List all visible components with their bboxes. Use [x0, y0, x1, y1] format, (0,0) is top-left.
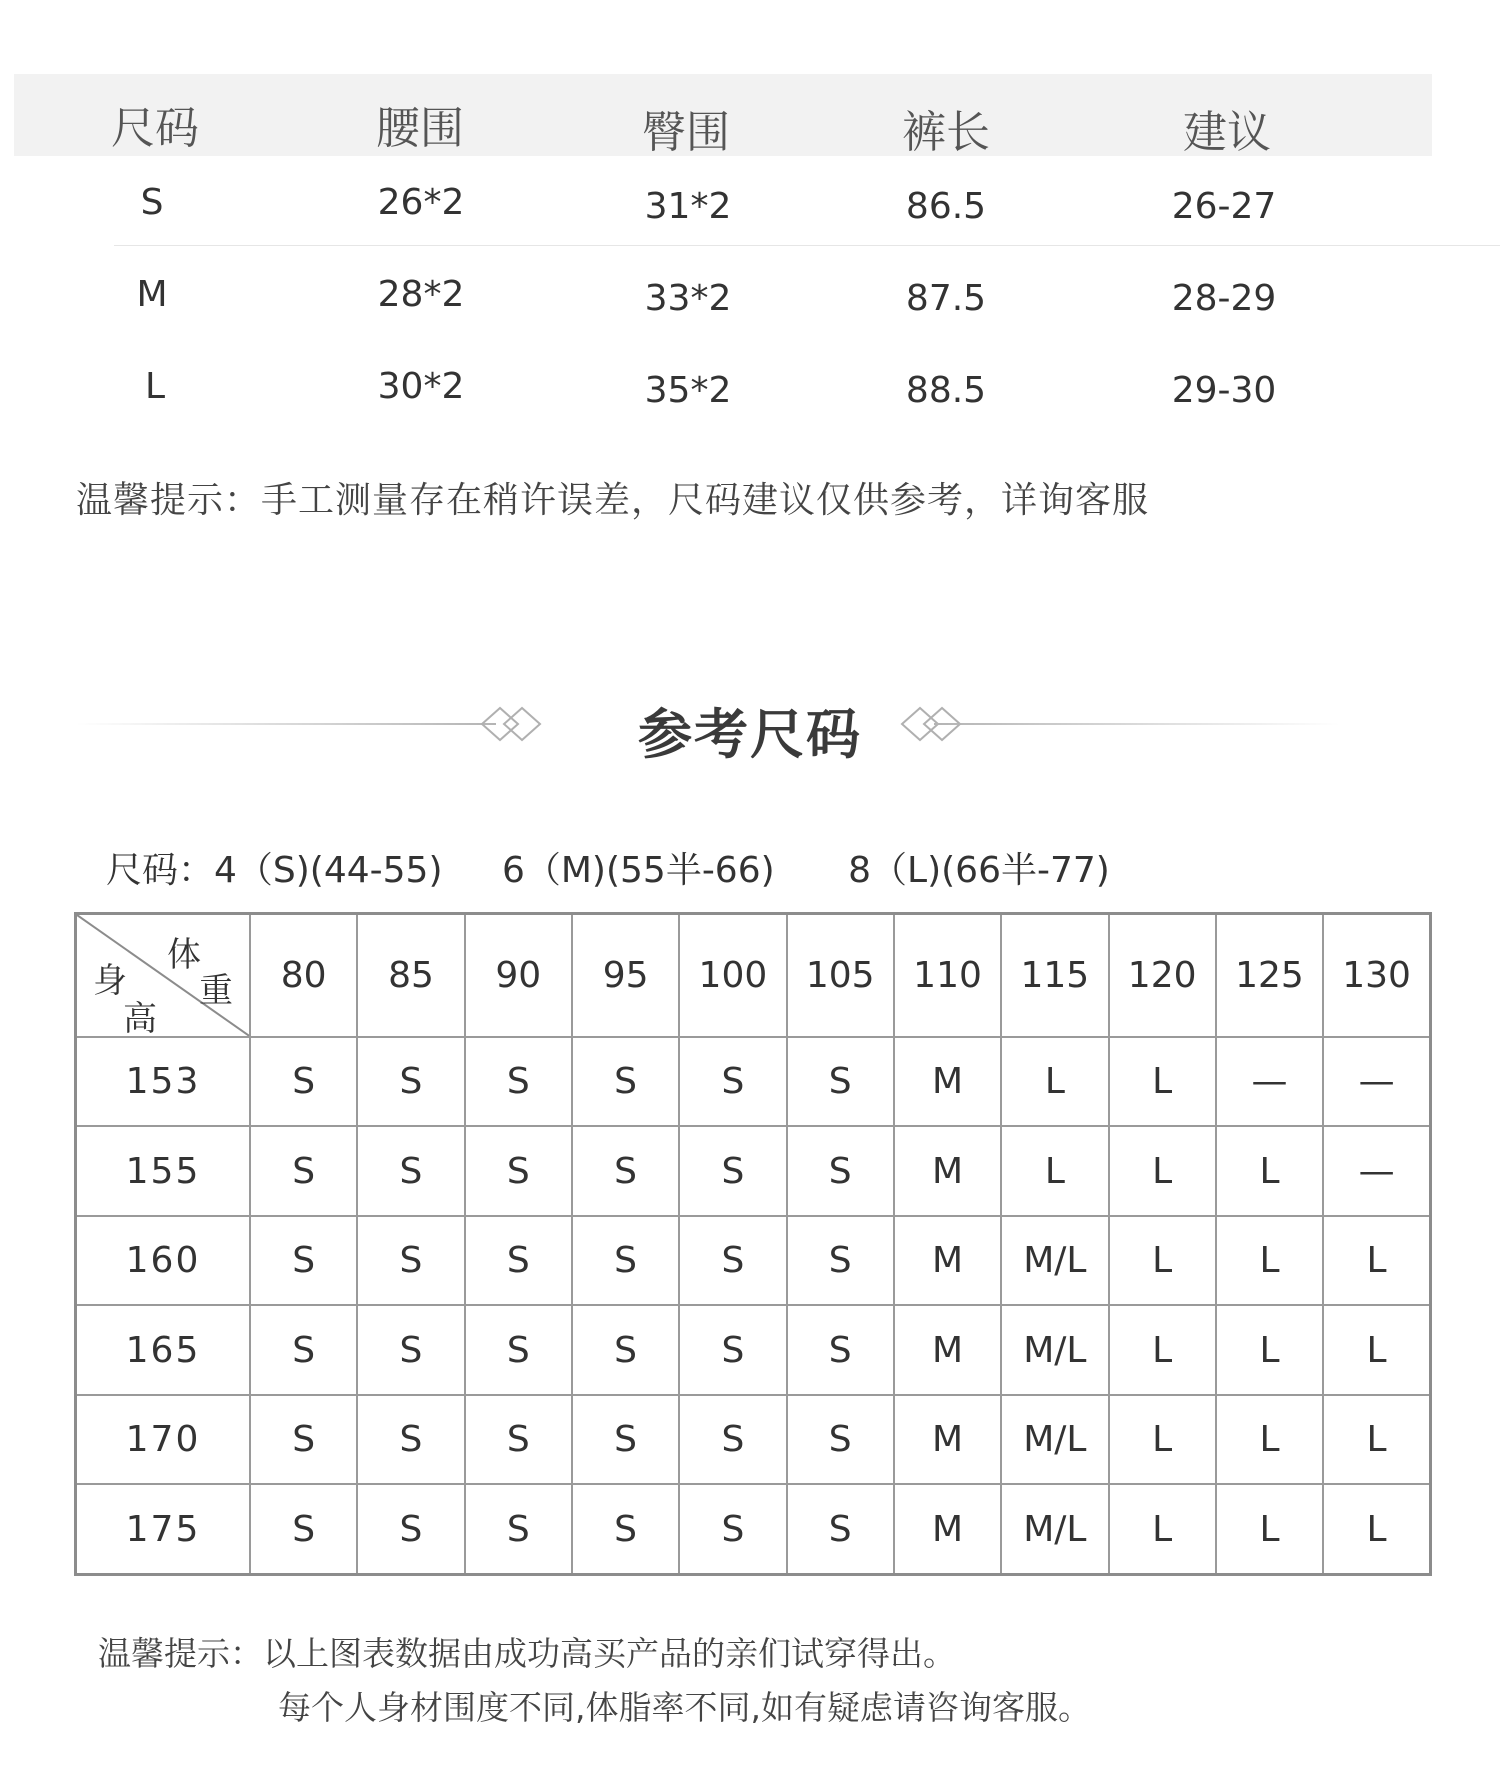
size-cell: S [465, 1216, 572, 1306]
size-cell: L [1216, 1126, 1323, 1216]
size-cell: L [1109, 1484, 1216, 1574]
size-cell: S [572, 1037, 679, 1127]
weight-header-cell: 110 [894, 914, 1001, 1037]
size-cell: S [357, 1126, 464, 1216]
size-cell: S [787, 1037, 894, 1127]
size-cell: S [679, 1395, 786, 1485]
weight-header-cell: 90 [465, 914, 572, 1037]
measurement-header-waist: 腰围 [376, 103, 464, 154]
size-cell: S [357, 1484, 464, 1574]
measurement-cell: 28*2 [377, 274, 465, 315]
height-header-cell: 165 [76, 1305, 251, 1395]
measurement-cell: 35*2 [644, 370, 732, 411]
size-cell: L [1323, 1216, 1430, 1306]
size-cell: M/L [1001, 1484, 1108, 1574]
size-cell: M [894, 1216, 1001, 1306]
size-cell: S [357, 1305, 464, 1395]
size-cell: — [1323, 1037, 1430, 1127]
size-cell: S [787, 1305, 894, 1395]
size-cell: S [679, 1484, 786, 1574]
height-header-cell: 155 [76, 1126, 251, 1216]
corner-weight-char-2: 重 [199, 971, 233, 1011]
size-cell: M [894, 1305, 1001, 1395]
double-diamond-icon [478, 704, 544, 744]
size-cell: S [679, 1216, 786, 1306]
measurement-header-size: 尺码 [111, 103, 199, 154]
size-cell: S [465, 1305, 572, 1395]
size-cell: S [787, 1484, 894, 1574]
size-cell: S [250, 1037, 357, 1127]
measurement-cell: 86.5 [905, 186, 987, 227]
size-cell: M/L [1001, 1395, 1108, 1485]
size-cell: S [357, 1037, 464, 1127]
size-cell: S [250, 1305, 357, 1395]
size-cell: L [1109, 1126, 1216, 1216]
size-cell: M/L [1001, 1305, 1108, 1395]
size-cell: S [679, 1037, 786, 1127]
size-cell: L [1001, 1037, 1108, 1127]
weight-header-cell: 100 [679, 914, 786, 1037]
measurement-row-divider [114, 245, 1500, 246]
size-cell: S [250, 1484, 357, 1574]
table-row [76, 1216, 1431, 1306]
size-cell: — [1216, 1037, 1323, 1127]
size-cell: S [465, 1037, 572, 1127]
measurement-cell: 31*2 [644, 186, 732, 227]
size-cell: L [1109, 1037, 1216, 1127]
height-header-cell: 160 [76, 1216, 251, 1306]
size-cell: M [894, 1484, 1001, 1574]
size-cell: L [1109, 1395, 1216, 1485]
size-cell: L [1323, 1484, 1430, 1574]
corner-cell [76, 914, 251, 1037]
size-cell: S [465, 1395, 572, 1485]
corner-height-char-1: 身 [93, 961, 127, 1001]
size-cell: S [465, 1484, 572, 1574]
table-row [76, 1126, 1431, 1216]
size-cell: L [1216, 1305, 1323, 1395]
table-row [76, 1484, 1431, 1574]
size-cell: S [679, 1126, 786, 1216]
title-divider-left [76, 723, 496, 725]
size-cell: S [357, 1216, 464, 1306]
weight-header-cell: 125 [1216, 914, 1323, 1037]
reference-tip-line-2: 每个人身材围度不同,体脂率不同,如有疑虑请咨询客服。 [278, 1688, 1091, 1727]
measurement-cell: 26-27 [1171, 186, 1277, 227]
section-title: 参考尺码 [638, 703, 862, 766]
table-row [76, 1037, 1431, 1127]
measurement-cell: 30*2 [377, 366, 465, 407]
measurement-cell: 28-29 [1171, 278, 1277, 319]
size-cell: M [894, 1395, 1001, 1485]
size-cell: L [1001, 1126, 1108, 1216]
measurement-cell: 33*2 [644, 278, 732, 319]
size-cell: M/L [1001, 1216, 1108, 1306]
size-cell: S [787, 1395, 894, 1485]
weight-header-cell: 105 [787, 914, 894, 1037]
weight-header-cell: 115 [1001, 914, 1108, 1037]
size-cell: L [1216, 1484, 1323, 1574]
size-cell: L [1323, 1395, 1430, 1485]
size-cell: S [250, 1126, 357, 1216]
table-row [76, 1305, 1431, 1395]
size-cell: S [572, 1216, 679, 1306]
size-cell: — [1323, 1126, 1430, 1216]
size-legend-s: 尺码：4（S)(44-55) [106, 850, 443, 891]
measurement-cell: S [140, 182, 164, 223]
measurement-tip: 温馨提示：手工测量存在稍许误差，尺码建议仅供参考，详询客服 [76, 480, 1150, 521]
measurement-header-length: 裤长 [902, 107, 990, 158]
size-cell: M [894, 1126, 1001, 1216]
size-cell: S [572, 1126, 679, 1216]
weight-header-cell: 120 [1109, 914, 1216, 1037]
size-cell: S [465, 1126, 572, 1216]
reference-size-table [74, 912, 1432, 1576]
size-cell: L [1109, 1216, 1216, 1306]
measurement-cell: 29-30 [1171, 370, 1277, 411]
weight-header-cell: 85 [357, 914, 464, 1037]
table-row [76, 1395, 1431, 1485]
measurement-cell: 88.5 [905, 370, 987, 411]
size-cell: L [1216, 1216, 1323, 1306]
size-cell: S [357, 1395, 464, 1485]
size-legend-l: 8（L)(66半-77) [848, 850, 1110, 891]
weight-header-cell: 130 [1323, 914, 1430, 1037]
height-header-cell: 153 [76, 1037, 251, 1127]
measurement-cell: M [136, 274, 168, 315]
size-cell: S [572, 1484, 679, 1574]
reference-tip-line-1: 温馨提示：以上图表数据由成功高买产品的亲们试穿得出。 [98, 1634, 956, 1673]
size-cell: L [1109, 1305, 1216, 1395]
size-legend-m: 6（M)(55半-66) [501, 850, 775, 891]
corner-weight-char-1: 体 [167, 935, 201, 975]
size-cell: S [787, 1216, 894, 1306]
measurement-header-hip: 臀围 [642, 107, 730, 158]
height-header-cell: 170 [76, 1395, 251, 1485]
measurement-cell: 26*2 [377, 182, 465, 223]
size-cell: L [1323, 1305, 1430, 1395]
size-cell: S [787, 1126, 894, 1216]
size-cell: M [894, 1037, 1001, 1127]
size-cell: S [572, 1305, 679, 1395]
size-cell: S [679, 1305, 786, 1395]
measurement-header-suggestion: 建议 [1183, 107, 1271, 158]
weight-header-cell: 80 [250, 914, 357, 1037]
weight-header-cell: 95 [572, 914, 679, 1037]
size-legend [106, 842, 1110, 893]
size-cell: S [572, 1395, 679, 1485]
title-divider-right [934, 723, 1340, 725]
size-cell: S [250, 1395, 357, 1485]
corner-height-char-2: 高 [123, 999, 157, 1039]
measurement-cell: 87.5 [905, 278, 987, 319]
measurement-cell: L [144, 366, 166, 407]
table-header-row [76, 914, 1431, 1037]
height-header-cell: 175 [76, 1484, 251, 1574]
size-cell: S [250, 1216, 357, 1306]
size-cell: L [1216, 1395, 1323, 1485]
